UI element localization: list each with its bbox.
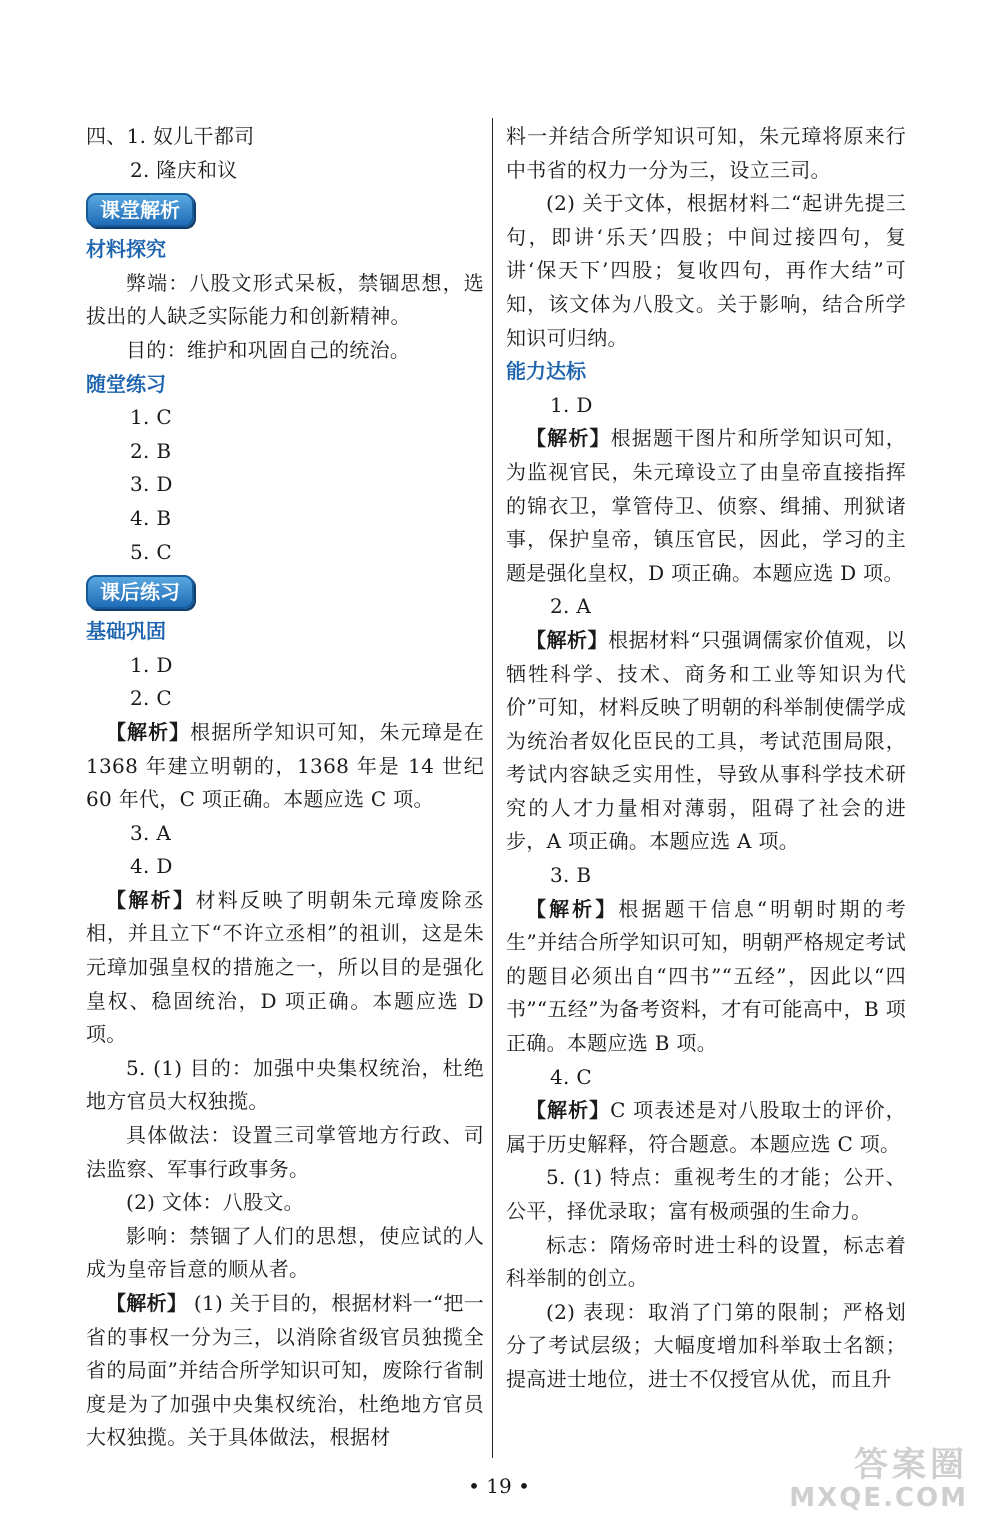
drawback-text: 弊端：八股文形式呆板，禁锢思想，选拔出的人缺乏实际能力和创新精神。	[86, 270, 484, 329]
subheading-practice: 随堂练习	[86, 371, 166, 396]
practice-answer: 5. C	[130, 539, 172, 564]
practice-answer: 2. B	[130, 438, 172, 463]
ability-analysis-2	[506, 624, 906, 859]
subheading-ability: 能力达标	[506, 359, 586, 384]
practice-answer: 3. D	[130, 472, 173, 497]
analysis-tag: 【解析】	[106, 887, 196, 912]
analysis-tag: 【解析】	[106, 1291, 188, 1315]
ability-analysis-4	[506, 1094, 906, 1161]
basic-answer-2: 2. C	[130, 686, 172, 711]
ability-answer-5-sign: 标志：隋炀帝时进士科的设置，标志着科举制的创立。	[506, 1232, 906, 1291]
basic-answer-5-1: 5. (1) 目的：加强中央集权统治，杜绝地方官员大权独揽。	[86, 1055, 484, 1114]
column-divider	[492, 118, 493, 1458]
left-column	[86, 120, 484, 1455]
banner-class-analysis: 课堂解析	[86, 193, 194, 227]
ability-answer-1: 1. D	[550, 392, 593, 417]
ability-analysis-3	[506, 893, 906, 1061]
section-4-item-1: 四、1. 奴儿干都司	[86, 124, 255, 148]
basic-answer-5-method: 具体做法：设置三司掌管地方行政、司法监察、军事行政事务。	[86, 1123, 484, 1181]
analysis-text: 根据题干图片和所学知识可知，为监视官民，朱元璋设立了由皇帝直接指挥的锦衣卫，掌管侍卫、侦察、缉捕、刑狱诸事，保护皇帝，镇压官民，因此，学习的主题是强化皇权，D 项正确。本题应选 D 项。	[506, 426, 907, 585]
analysis-tag: 【解析】	[526, 896, 619, 921]
watermark-logo	[768, 1446, 968, 1516]
watermark-line-1: 答案圈	[854, 1445, 968, 1485]
ability-answer-5-2: (2) 表现：取消了门第的限制；严格划分了考试层级；大幅度增加科举取士名额；提高进士地位，进士不仅授官从优，而且升	[506, 1299, 906, 1391]
ability-analysis-1	[506, 422, 906, 590]
basic-answer-4: 4. D	[130, 854, 173, 879]
basic-answer-3: 3. A	[130, 820, 172, 845]
analysis-text: 根据题干信息“明朝时期的考生”并结合所学知识可知，明朝严格规定考试的题目必须出自“四书”“五经”，因此以“四书”“五经”为备考资料，才有可能高中，B 项正确。本题应选 B 项。	[506, 896, 907, 1056]
basic-analysis-2	[86, 716, 484, 817]
subheading-basic: 基础巩固	[86, 619, 166, 644]
basic-analysis-4	[86, 884, 484, 1052]
analysis-text: C 项表述是对八股取士的评价，属于历史解释，符合题意。本题应选 C 项。	[506, 1098, 906, 1156]
analysis-tag: 【解析】	[526, 627, 609, 652]
section-4-item-2: 2. 隆庆和议	[130, 157, 238, 182]
analysis-part-2: (2) 关于文体，根据材料二“起讲先提三句，即讲‘乐天’四股；中间过接四句，复讲‘保天下’四股；复收四句，再作大结”可知，该文体为八股文。关于影响，结合所学知识可归纳。	[506, 191, 906, 350]
basic-answer-5-2: (2) 文体：八股文。	[126, 1190, 304, 1215]
banner-after-class: 课后练习	[86, 575, 194, 609]
analysis-tag: 【解析】	[526, 426, 611, 451]
right-column	[506, 120, 906, 1397]
analysis-text: 材料反映了明朝朱元璋废除丞相，并且立下“不许立丞相”的祖训，这是朱元璋加强皇权的措施之一，所以目的是强化皇权、稳固统治，D 项正确。本题应选 D 项。	[86, 887, 485, 1047]
analysis-text: 根据所学知识可知，朱元璋是在 1368 年建立明朝的，1368 年是 14 世纪 60 年代，C 项正确。本题应选 C 项。	[86, 719, 485, 812]
analysis-tag: 【解析】	[526, 1098, 611, 1123]
continued-text: 料一并结合所学知识可知，朱元璋将原来行中书省的权力一分为三，设立三司。	[506, 124, 906, 182]
watermark-line-2: MXQE.COM	[789, 1483, 968, 1513]
practice-answer: 1. C	[130, 405, 172, 430]
subheading-material: 材料探究	[86, 237, 166, 262]
ability-answer-5-1: 5. (1) 特点：重视考生的才能；公开、公平，择优录取；富有极顽强的生命力。	[506, 1165, 906, 1223]
ability-answer-2: 2. A	[550, 594, 592, 619]
ability-answer-3: 3. B	[550, 863, 592, 888]
analysis-text: 根据材料“只强调儒家价值观，以牺牲科学、技术、商务和工业等知识为代价”可知，材料反映了明朝的科举制使儒学成为统治者奴化臣民的工具，考试范围局限，考试内容缺乏实用性，导致从事科学技术研究的人才力量相对薄弱，阻碍了社会的进步，A 项正确。本题应选 A 项。	[506, 627, 906, 854]
basic-analysis-5	[86, 1287, 484, 1455]
practice-answer: 4. B	[130, 505, 172, 530]
analysis-text: (1) 关于目的，根据材料一“把一省的事权一分为三，以消除省级官员独揽全省的局面”并结合所学知识可知，废除行省制度是为了加强中央集权统治，杜绝地方官员大权独揽。关于具体做法，根据材	[86, 1291, 485, 1450]
basic-answer-5-effect: 影响：禁锢了人们的思想，使应试的人成为皇帝旨意的顺从者。	[86, 1223, 484, 1282]
page-number: • 19 •	[468, 1474, 530, 1498]
ability-answer-4: 4. C	[550, 1064, 592, 1089]
basic-answer-1: 1. D	[130, 652, 173, 677]
analysis-tag: 【解析】	[106, 719, 191, 744]
purpose-text: 目的：维护和巩固自己的统治。	[126, 337, 411, 362]
